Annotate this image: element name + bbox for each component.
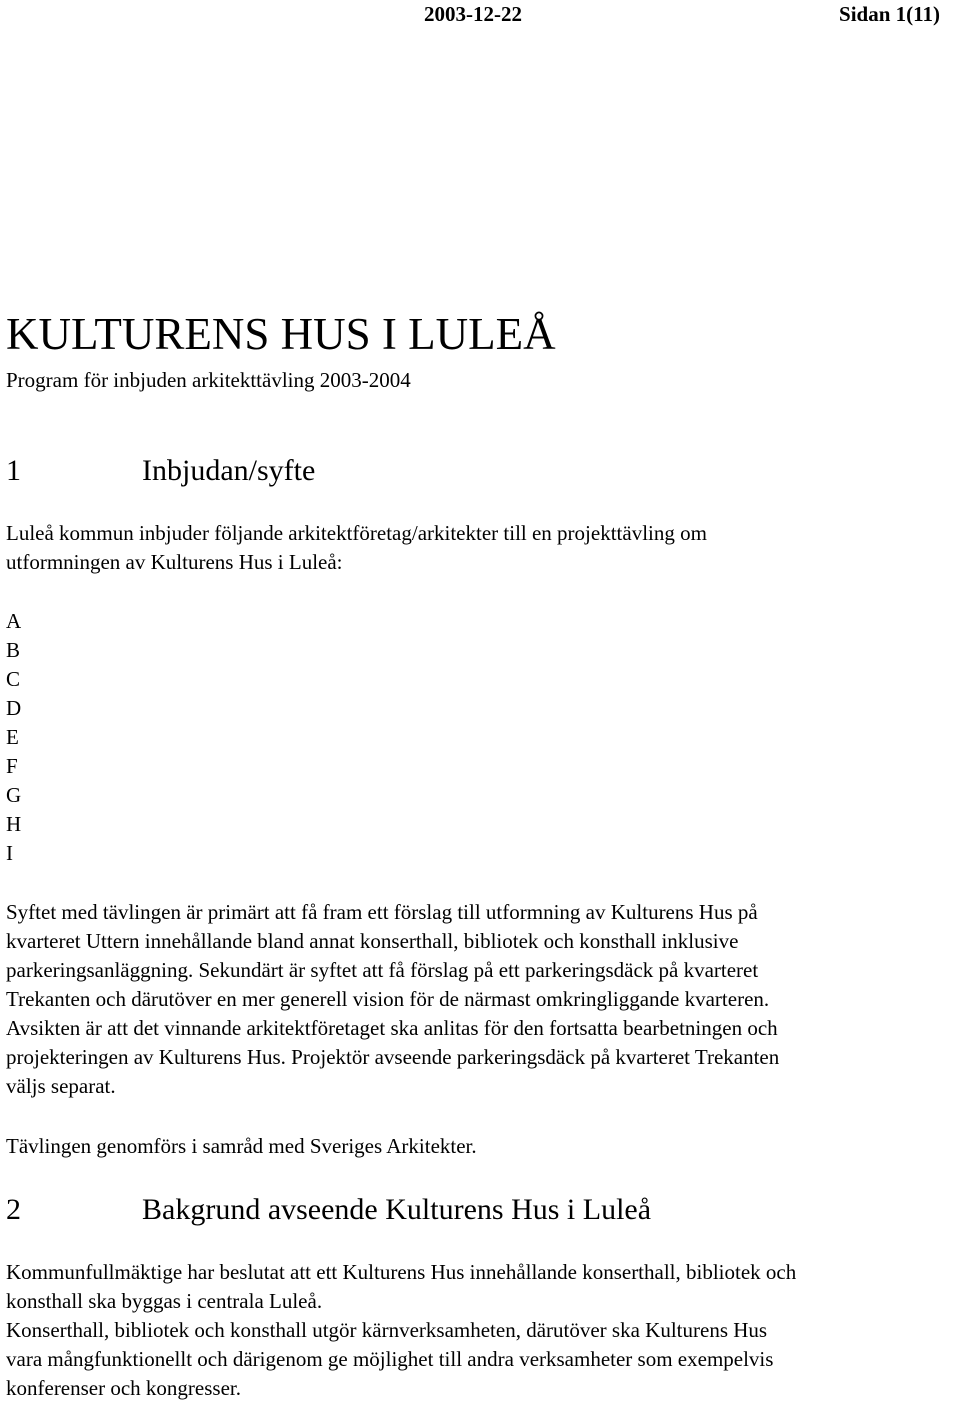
list-item: I — [6, 841, 13, 865]
text-line: utformningen av Kulturens Hus i Luleå: — [6, 550, 343, 574]
section-1-purpose — [6, 898, 956, 1101]
list-item: F — [6, 754, 18, 778]
text-line: Avsikten är att det vinnande arkitektföretaget ska anlitas för den fortsatta bearbetningen och — [6, 1016, 778, 1040]
text-line: vara mångfunktionellt och därigenom ge möjlighet till andra verksamheter som exempelvis — [6, 1347, 774, 1371]
text-line: Konserthall, bibliotek och konsthall utgör kärnverksamheten, därutöver ska Kulturens Hus — [6, 1318, 768, 1342]
text-line: parkeringsanläggning. Sekundärt är syftet att få förslag på ett parkeringsdäck på kvarteret — [6, 958, 759, 982]
document-subtitle: Program för inbjuden arkitekttävling 2003-2004 — [6, 368, 411, 392]
document-title: KULTURENS HUS I LULEÅ — [6, 309, 556, 359]
list-item: H — [6, 812, 22, 836]
list-item: D — [6, 696, 22, 720]
list-item: G — [6, 783, 22, 807]
text-line: konferenser och kongresser. — [6, 1376, 241, 1400]
section-1-title: Inbjudan/syfte — [142, 454, 316, 487]
section-2-number: 2 — [6, 1193, 21, 1226]
text-line: kvarteret Uttern innehållande bland annat konserthall, bibliotek och konsthall inklusive — [6, 929, 739, 953]
text-line: Kommunfullmäktige har beslutat att ett Kulturens Hus innehållande konserthall, bibliotek och — [6, 1260, 797, 1284]
text-line: väljs separat. — [6, 1074, 116, 1098]
list-item: C — [6, 667, 21, 691]
section-1-closing — [6, 1132, 956, 1161]
page-header — [0, 0, 960, 30]
text-line: Syftet med tävlingen är primärt att få fram ett förslag till utformning av Kulturens Hus på — [6, 900, 758, 924]
section-1-number: 1 — [6, 454, 21, 487]
section-2-title: Bakgrund avseende Kulturens Hus i Luleå — [142, 1193, 652, 1226]
text-line: Tävlingen genomförs i samråd med Sveriges Arkitekter. — [6, 1134, 477, 1158]
list-item: B — [6, 638, 21, 662]
text-line: projekteringen av Kulturens Hus. Projektör avseende parkeringsdäck på kvarteret Trekanten — [6, 1045, 780, 1069]
section-2-body — [6, 1258, 956, 1403]
section-1-intro — [6, 519, 956, 577]
list-item: E — [6, 725, 19, 749]
page-number: Sidan 1(11) — [839, 2, 940, 26]
text-line: konsthall ska byggas i centrala Luleå. — [6, 1289, 323, 1313]
section-2-heading — [6, 1192, 651, 1228]
text-line: Trekanten och därutöver en mer generell vision för de närmast omkringliggande kvarteren. — [6, 987, 770, 1011]
list-item: A — [6, 609, 22, 633]
text-line: Luleå kommun inbjuder följande arkitektföretag/arkitekter till en projekttävling om — [6, 521, 707, 545]
document-date: 2003-12-22 — [424, 2, 522, 26]
invitee-letter-list — [6, 607, 21, 868]
section-1-heading — [6, 453, 315, 489]
